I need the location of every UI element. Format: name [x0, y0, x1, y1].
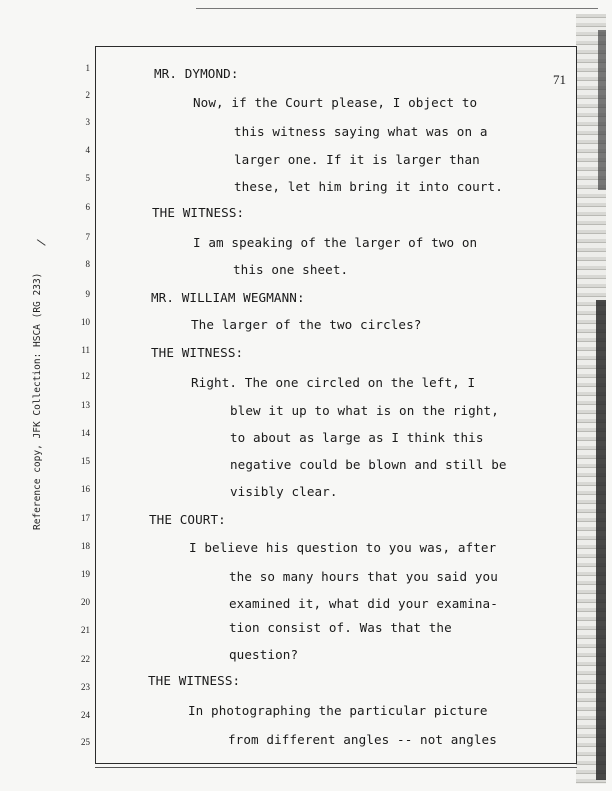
- line-number: 2: [85, 90, 90, 100]
- transcript-line: these, let him bring it into court.: [234, 179, 503, 194]
- page-bottom-rule: [95, 767, 577, 768]
- line-number: 10: [81, 317, 90, 327]
- transcript-line: to about as large as I think this: [230, 430, 484, 445]
- line-number: 25: [81, 737, 90, 747]
- line-number: 1: [85, 63, 90, 73]
- scan-binding-shadow: [596, 300, 606, 780]
- line-number: 3: [85, 117, 90, 127]
- transcript-line: Right. The one circled on the left, I: [191, 375, 476, 390]
- transcript-line: The larger of the two circles?: [191, 317, 422, 332]
- transcript-line: this witness saying what was on a: [234, 124, 488, 139]
- line-number: 17: [81, 513, 90, 523]
- transcript-line: blew it up to what is on the right,: [230, 403, 499, 418]
- line-number: 16: [81, 484, 90, 494]
- line-number: 22: [81, 654, 90, 664]
- line-number: 20: [81, 597, 90, 607]
- transcript-line: tion consist of. Was that the: [229, 620, 452, 635]
- line-number: 13: [81, 400, 90, 410]
- transcript-line: In photographing the particular picture: [188, 703, 488, 718]
- line-number: 21: [81, 625, 90, 635]
- transcript-line: negative could be blown and still be: [230, 457, 507, 472]
- speaker-label: THE WITNESS:: [148, 673, 241, 688]
- speaker-label: MR. DYMOND:: [154, 66, 239, 81]
- line-number: 23: [81, 682, 90, 692]
- line-number: 5: [85, 173, 90, 183]
- line-number: 19: [81, 569, 90, 579]
- speaker-label: MR. WILLIAM WEGMANN:: [151, 290, 305, 305]
- page-number: 71: [553, 72, 566, 87]
- transcript-line: Now, if the Court please, I object to: [193, 95, 478, 110]
- line-number: 12: [81, 371, 90, 381]
- line-number: 11: [81, 345, 90, 355]
- line-number: 4: [85, 145, 90, 155]
- line-number: 15: [81, 456, 90, 466]
- transcript-line: examined it, what did your examina-: [229, 596, 498, 611]
- transcript-line: this one sheet.: [233, 262, 349, 277]
- transcript-line: the so many hours that you said you: [229, 569, 498, 584]
- side-mark: \: [35, 235, 48, 250]
- transcript-line: visibly clear.: [230, 484, 338, 499]
- transcript-line: larger one. If it is larger than: [234, 152, 480, 167]
- line-number: 8: [85, 259, 90, 269]
- line-number: 24: [81, 710, 90, 720]
- scan-binding-shadow-top: [598, 30, 606, 190]
- transcript-line: from different angles -- not angles: [228, 732, 497, 747]
- speaker-label: THE WITNESS:: [151, 345, 244, 360]
- speaker-label: THE WITNESS:: [152, 205, 245, 220]
- speaker-label: THE COURT:: [149, 512, 226, 527]
- line-number: 9: [85, 289, 90, 299]
- reference-side-note: Reference copy, JFK Collection: HSCA (RG 233): [32, 272, 43, 530]
- scan-top-edge: [196, 8, 598, 9]
- transcript-line: I believe his question to you was, after: [189, 540, 497, 555]
- line-number: 14: [81, 428, 90, 438]
- line-number: 6: [85, 202, 90, 212]
- transcript-line: question?: [229, 647, 299, 662]
- line-number: 18: [81, 541, 90, 551]
- transcript-line: I am speaking of the larger of two on: [193, 235, 478, 250]
- line-number: 7: [85, 232, 90, 242]
